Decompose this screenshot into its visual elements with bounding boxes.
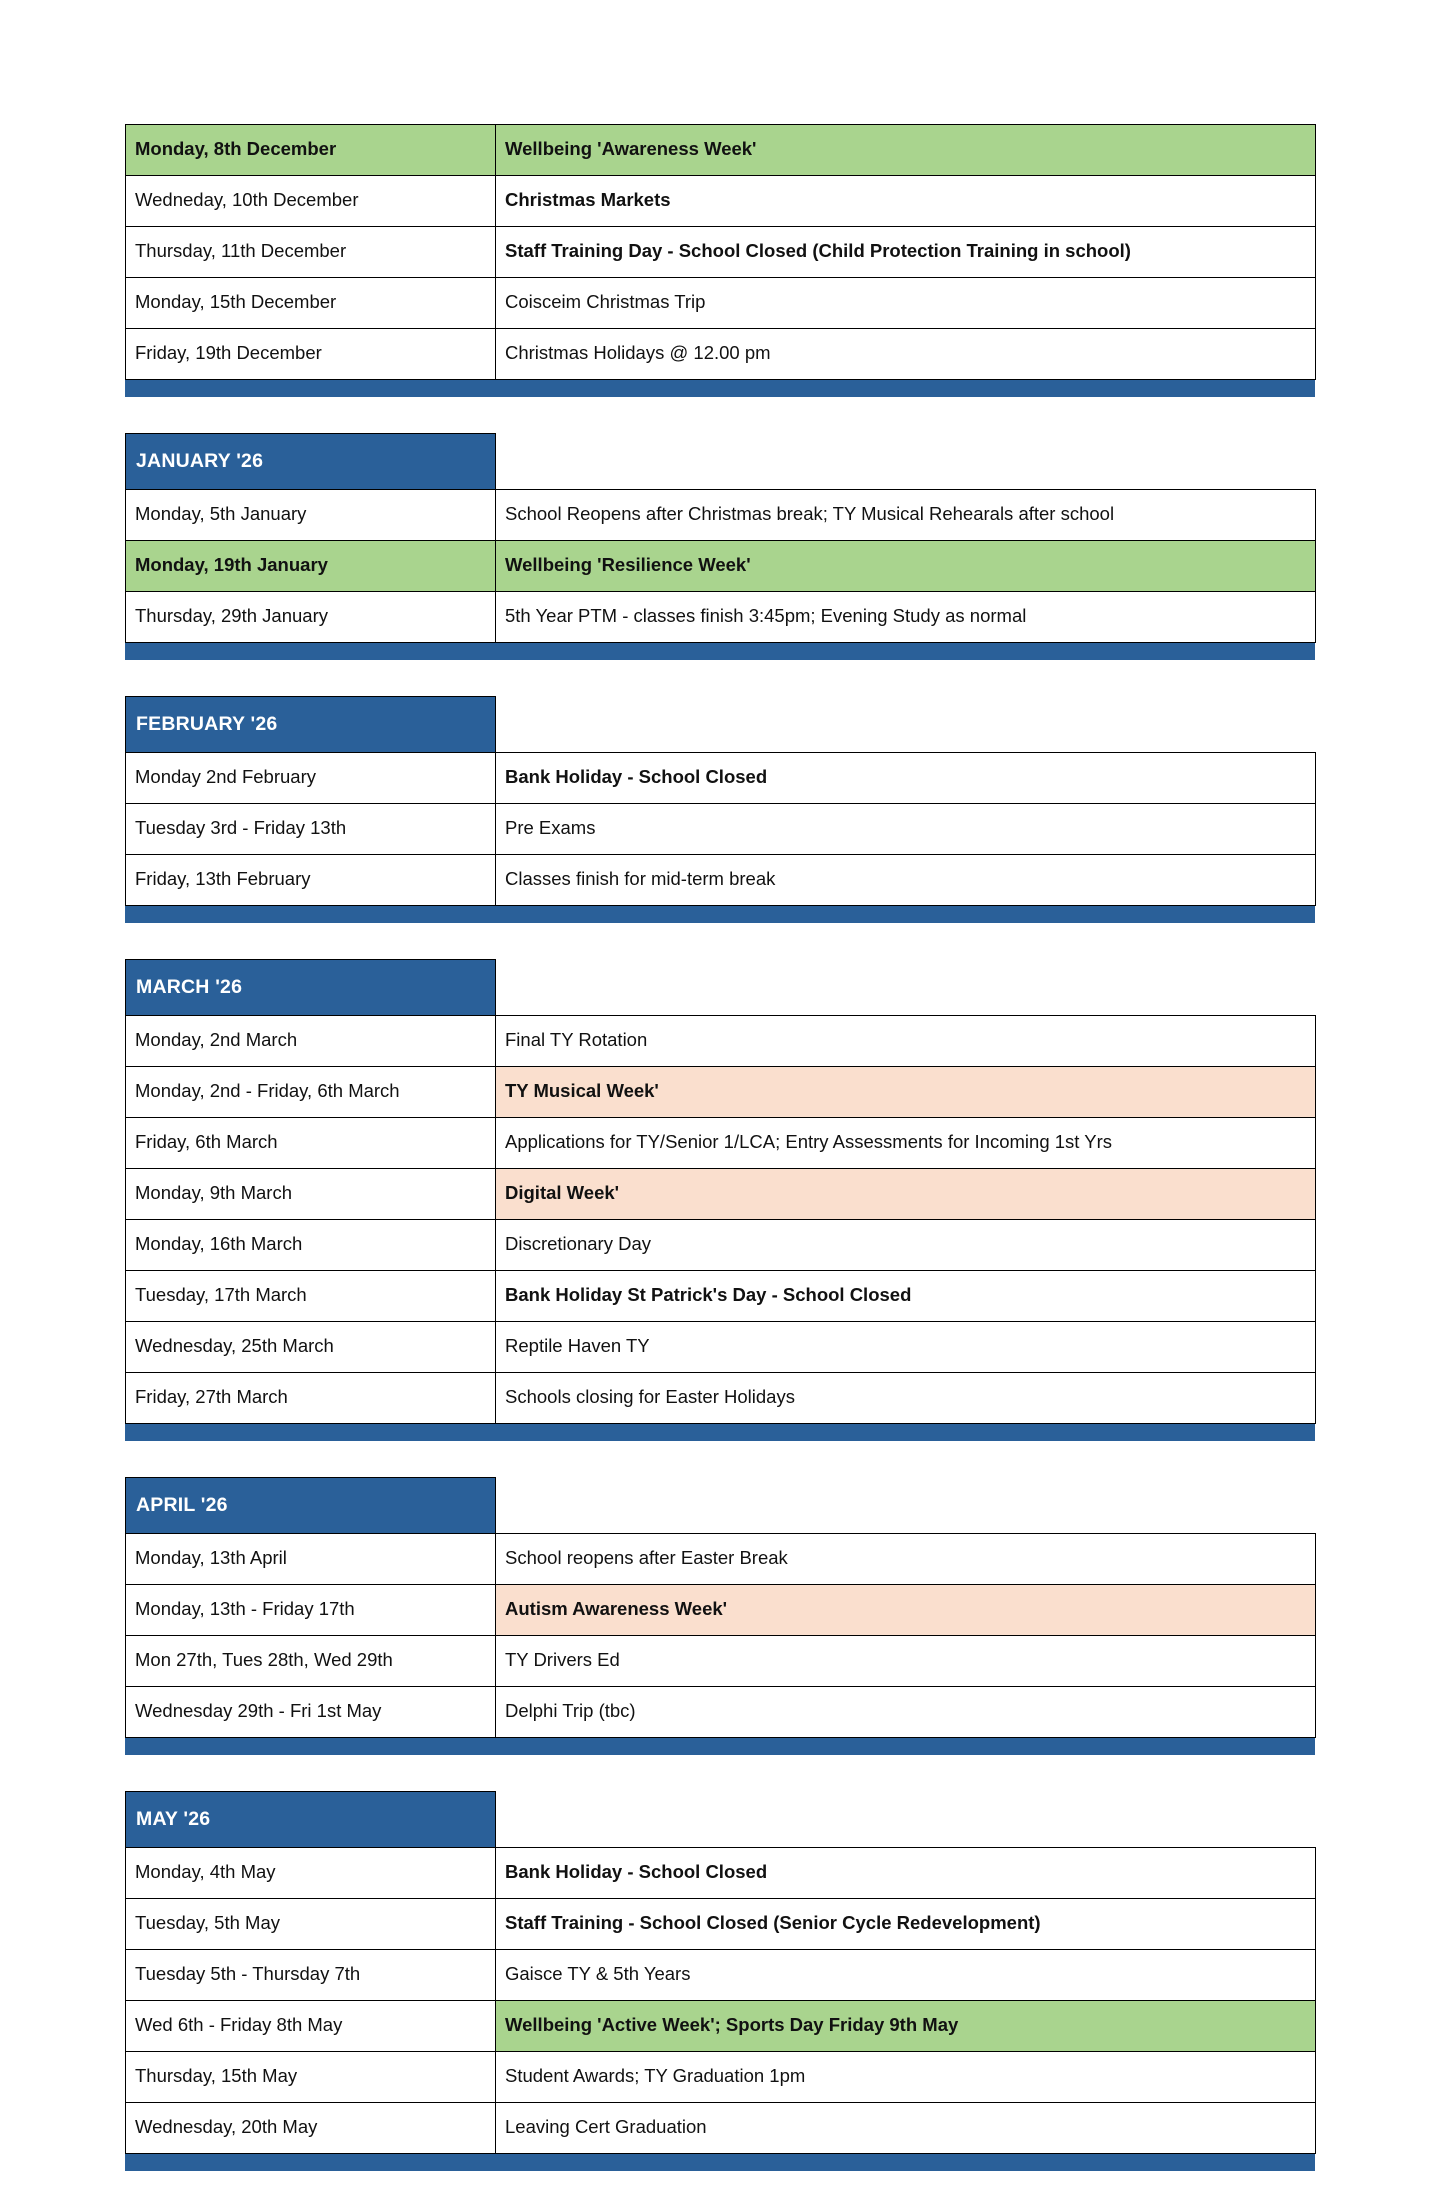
event-description-cell: Staff Training - School Closed (Senior Cycle Redevelopment) [496,1899,1316,1950]
table-row [126,2001,1316,2052]
event-date-cell: Mon 27th, Tues 28th, Wed 29th [126,1636,496,1687]
event-description-cell: Wellbeing 'Active Week'; Sports Day Friday 9th May [496,2001,1316,2052]
event-date-cell: Monday 2nd February [126,753,496,804]
event-date-cell: Monday, 8th December [126,125,496,176]
event-date-cell: Tuesday, 17th March [126,1271,496,1322]
month-block-march [125,959,1315,1477]
month-header-spacer [496,1478,1316,1534]
month-header-row [126,697,1316,753]
table-row [126,227,1316,278]
event-date-cell: Thursday, 15th May [126,2052,496,2103]
table-row [126,804,1316,855]
section-divider-bar [125,1738,1315,1755]
table-row [126,1067,1316,1118]
event-date-cell: Wednesday, 20th May [126,2103,496,2154]
month-title-may: MAY '26 [126,1792,496,1848]
month-header-spacer [496,697,1316,753]
event-description-cell: Gaisce TY & 5th Years [496,1950,1316,2001]
event-date-cell: Monday, 15th December [126,278,496,329]
table-row [126,1271,1316,1322]
event-date-cell: Monday, 5th January [126,490,496,541]
table-row [126,2103,1316,2154]
event-description-cell: Discretionary Day [496,1220,1316,1271]
table-row [126,1373,1316,1424]
table-row [126,1848,1316,1899]
month-block-may [125,1791,1315,2207]
event-description-cell: Schools closing for Easter Holidays [496,1373,1316,1424]
event-description-cell: Autism Awareness Week' [496,1585,1316,1636]
month-block-april [125,1477,1315,1791]
month-header-row [126,1792,1316,1848]
month-title-february: FEBRUARY '26 [126,697,496,753]
event-description-cell: Bank Holiday - School Closed [496,753,1316,804]
event-description-cell: 5th Year PTM - classes finish 3:45pm; Evening Study as normal [496,592,1316,643]
month-block-december [125,124,1315,433]
event-date-cell: Wednesday 29th - Fri 1st May [126,1687,496,1738]
calendar-table-december [125,124,1316,380]
section-divider-bar [125,380,1315,397]
table-row [126,1899,1316,1950]
table-row [126,1322,1316,1373]
table-row [126,1118,1316,1169]
event-description-cell: TY Musical Week' [496,1067,1316,1118]
event-description-cell: Reptile Haven TY [496,1322,1316,1373]
calendar-table-may [125,1791,1316,2154]
event-date-cell: Monday, 19th January [126,541,496,592]
event-description-cell: Wellbeing 'Awareness Week' [496,125,1316,176]
event-date-cell: Monday, 16th March [126,1220,496,1271]
month-block-january [125,433,1315,696]
calendar-table-february [125,696,1316,906]
event-description-cell: Final TY Rotation [496,1016,1316,1067]
event-description-cell: Christmas Holidays @ 12.00 pm [496,329,1316,380]
table-row [126,176,1316,227]
event-description-cell: Staff Training Day - School Closed (Child Protection Training in school) [496,227,1316,278]
event-date-cell: Friday, 27th March [126,1373,496,1424]
event-date-cell: Wedneday, 10th December [126,176,496,227]
event-date-cell: Tuesday 3rd - Friday 13th [126,804,496,855]
table-row [126,2052,1316,2103]
table-row [126,490,1316,541]
event-date-cell: Monday, 2nd March [126,1016,496,1067]
month-header-spacer [496,960,1316,1016]
event-date-cell: Tuesday, 5th May [126,1899,496,1950]
table-row [126,1687,1316,1738]
event-description-cell: Bank Holiday St Patrick's Day - School Closed [496,1271,1316,1322]
table-row [126,1534,1316,1585]
event-date-cell: Friday, 6th March [126,1118,496,1169]
event-date-cell: Monday, 13th - Friday 17th [126,1585,496,1636]
table-row [126,125,1316,176]
calendar-table-april [125,1477,1316,1738]
table-row [126,278,1316,329]
table-row [126,1950,1316,2001]
month-header-row [126,960,1316,1016]
month-header-row [126,1478,1316,1534]
section-gap [125,1441,1315,1477]
event-description-cell: Christmas Markets [496,176,1316,227]
section-gap [125,397,1315,433]
section-gap [125,1755,1315,1791]
event-description-cell: Applications for TY/Senior 1/LCA; Entry Assessments for Incoming 1st Yrs [496,1118,1316,1169]
event-date-cell: Monday, 2nd - Friday, 6th March [126,1067,496,1118]
month-title-april: APRIL '26 [126,1478,496,1534]
event-date-cell: Tuesday 5th - Thursday 7th [126,1950,496,2001]
table-row [126,1636,1316,1687]
event-date-cell: Thursday, 29th January [126,592,496,643]
calendar-table-march [125,959,1316,1424]
event-date-cell: Wednesday, 25th March [126,1322,496,1373]
section-gap [125,923,1315,959]
table-row [126,1016,1316,1067]
event-date-cell: Friday, 13th February [126,855,496,906]
event-description-cell: TY Drivers Ed [496,1636,1316,1687]
table-row [126,329,1316,380]
section-divider-bar [125,906,1315,923]
event-date-cell: Thursday, 11th December [126,227,496,278]
table-row [126,1169,1316,1220]
section-gap [125,2171,1315,2207]
event-description-cell: Delphi Trip (tbc) [496,1687,1316,1738]
table-row [126,592,1316,643]
event-date-cell: Monday, 9th March [126,1169,496,1220]
section-gap [125,660,1315,696]
event-description-cell: School Reopens after Christmas break; TY Musical Rehearals after school [496,490,1316,541]
table-row [126,1220,1316,1271]
table-row [126,541,1316,592]
table-row [126,855,1316,906]
section-divider-bar [125,2154,1315,2171]
event-description-cell: Leaving Cert Graduation [496,2103,1316,2154]
event-date-cell: Wed 6th - Friday 8th May [126,2001,496,2052]
month-title-march: MARCH '26 [126,960,496,1016]
table-row [126,1585,1316,1636]
calendar-table-january [125,433,1316,643]
event-description-cell: Wellbeing 'Resilience Week' [496,541,1316,592]
month-header-spacer [496,1792,1316,1848]
section-divider-bar [125,643,1315,660]
event-description-cell: Bank Holiday - School Closed [496,1848,1316,1899]
month-header-row [126,434,1316,490]
event-description-cell: Student Awards; TY Graduation 1pm [496,2052,1316,2103]
event-description-cell: Classes finish for mid-term break [496,855,1316,906]
event-description-cell: Pre Exams [496,804,1316,855]
event-description-cell: School reopens after Easter Break [496,1534,1316,1585]
section-divider-bar [125,1424,1315,1441]
event-description-cell: Digital Week' [496,1169,1316,1220]
event-date-cell: Friday, 19th December [126,329,496,380]
month-title-january: JANUARY '26 [126,434,496,490]
calendar-sheet [125,124,1315,2207]
event-date-cell: Monday, 4th May [126,1848,496,1899]
month-block-february [125,696,1315,959]
table-row [126,753,1316,804]
month-header-spacer [496,434,1316,490]
event-description-cell: Coisceim Christmas Trip [496,278,1316,329]
event-date-cell: Monday, 13th April [126,1534,496,1585]
